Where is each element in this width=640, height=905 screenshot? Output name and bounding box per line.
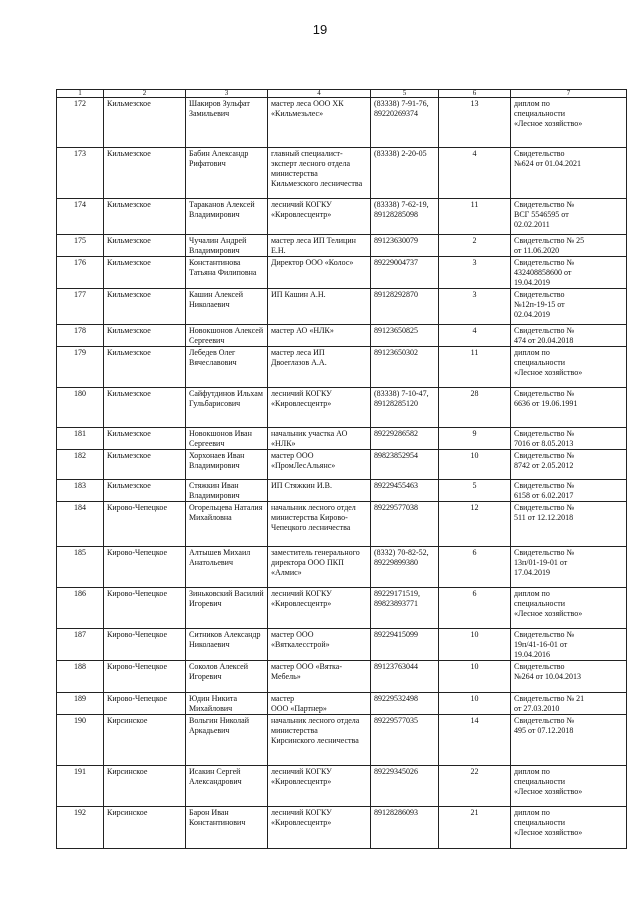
col-phone-cell: 89123630079 <box>371 235 439 257</box>
col-position-cell: ИП Стяжкин И.В. <box>268 480 371 502</box>
header-row <box>57 90 627 98</box>
col-phone-cell: 89123650302 <box>371 347 439 388</box>
col-position-cell: главный специалист- эксперт лесного отдела министерства Кильмезского лесничества <box>268 148 371 199</box>
col-number-cell: 191 <box>57 766 104 807</box>
col-experience-cell: 3 <box>439 257 511 289</box>
col-phone-cell: 89229415099 <box>371 629 439 661</box>
col-number-cell: 174 <box>57 199 104 235</box>
col-document-cell: Свидетельство № 6158 от 6.02.2017 <box>511 480 627 502</box>
col-phone-cell: 89123763044 <box>371 661 439 693</box>
col-experience-cell: 14 <box>439 715 511 766</box>
col-position-cell: мастер АО «НЛК» <box>268 325 371 347</box>
col-number-cell: 172 <box>57 98 104 148</box>
table-row <box>57 289 627 325</box>
col-forestry-cell: Кирово-Чепецкое <box>104 588 186 629</box>
col-phone-cell: (83338) 7-91-76, 89220269374 <box>371 98 439 148</box>
col-full-name-cell: Бабин Александр Рифатович <box>186 148 268 199</box>
col-experience-cell: 4 <box>439 325 511 347</box>
col-experience-cell: 3 <box>439 289 511 325</box>
page-number: 19 <box>312 22 328 37</box>
col-position-cell: мастер леса ООО ХК «Кильмезьлес» <box>268 98 371 148</box>
col-experience-cell: 11 <box>439 347 511 388</box>
col-number-cell: 186 <box>57 588 104 629</box>
col-experience-cell: 10 <box>439 629 511 661</box>
col-document-cell: Свидетельство № 6636 от 19.06.1991 <box>511 388 627 428</box>
col-forestry-cell: Кильмезское <box>104 235 186 257</box>
col-document-cell: Свидетельство №12п-19-15 от 02.04.2019 <box>511 289 627 325</box>
col-number-cell: 175 <box>57 235 104 257</box>
table-row <box>57 807 627 849</box>
col-forestry-cell: Кильмезское <box>104 388 186 428</box>
col-phone-cell: 89123650825 <box>371 325 439 347</box>
table-row <box>57 199 627 235</box>
col-number-cell: 183 <box>57 480 104 502</box>
col-phone-cell: 89229004737 <box>371 257 439 289</box>
col-number-cell: 181 <box>57 428 104 450</box>
col-full-name-cell: Хорхонаев Иван Владимирович <box>186 450 268 480</box>
col-position-cell: лесничий КОГКУ «Кировлесцентр» <box>268 807 371 849</box>
col-experience-cell: 12 <box>439 502 511 547</box>
col-experience-cell: 4 <box>439 148 511 199</box>
col-forestry-cell: Кирсинское <box>104 766 186 807</box>
col-position-cell: мастер ООО «Вятка- Мебель» <box>268 661 371 693</box>
col-phone-cell: 89823852954 <box>371 450 439 480</box>
col-phone-cell: 89229532498 <box>371 693 439 715</box>
col-number-cell: 189 <box>57 693 104 715</box>
col-number-cell: 190 <box>57 715 104 766</box>
col-document-cell: Свидетельство № 13п/01-19-01 от 17.04.2019 <box>511 547 627 588</box>
col-full-name-cell: Кашин Алексей Николаевич <box>186 289 268 325</box>
col-position-cell: Директор ООО «Колос» <box>268 257 371 289</box>
col-position-cell: мастер ООО «Партнер» <box>268 693 371 715</box>
table-row <box>57 629 627 661</box>
col-experience-cell: 22 <box>439 766 511 807</box>
col-number-cell: 188 <box>57 661 104 693</box>
col-forestry-cell: Кильмезское <box>104 325 186 347</box>
col-full-name-cell: Лебедев Олег Вячеславович <box>186 347 268 388</box>
col-document-cell: Свидетельство № 19п/41-16-01 от 19.04.2016 <box>511 629 627 661</box>
col-experience-cell: 9 <box>439 428 511 450</box>
table-row <box>57 502 627 547</box>
col-number-cell: 173 <box>57 148 104 199</box>
col-phone-cell: 89229577038 <box>371 502 439 547</box>
col-experience-cell: 6 <box>439 547 511 588</box>
table-row <box>57 588 627 629</box>
col-forestry-cell: Кильмезское <box>104 199 186 235</box>
header-col-forestry: 2 <box>104 90 186 98</box>
col-document-cell: диплом по специальности «Лесное хозяйство» <box>511 588 627 629</box>
col-full-name-cell: Новокшонов Алексей Сергеевич <box>186 325 268 347</box>
col-position-cell: лесничий КОГКУ «Кировлесцентр» <box>268 388 371 428</box>
col-position-cell: ИП Кашин А.Н. <box>268 289 371 325</box>
header-col-experience: 6 <box>439 90 511 98</box>
col-full-name-cell: Огорельцева Наталия Михайловна <box>186 502 268 547</box>
table-row <box>57 235 627 257</box>
col-document-cell: Свидетельство №264 от 10.04.2013 <box>511 661 627 693</box>
col-forestry-cell: Кирово-Чепецкое <box>104 502 186 547</box>
col-forestry-cell: Кирсинское <box>104 807 186 849</box>
col-forestry-cell: Кильмезское <box>104 428 186 450</box>
table-row <box>57 98 627 148</box>
col-position-cell: заместитель генерального директора ООО ПКП «Алмис» <box>268 547 371 588</box>
header-col-document: 7 <box>511 90 627 98</box>
col-document-cell: диплом по специальности «Лесное хозяйство» <box>511 766 627 807</box>
col-experience-cell: 11 <box>439 199 511 235</box>
col-position-cell: мастер ООО «ПромЛесАльянс» <box>268 450 371 480</box>
col-full-name-cell: Сайфутдинов Ильхам Гульбарисович <box>186 388 268 428</box>
col-experience-cell: 10 <box>439 450 511 480</box>
col-position-cell: мастер леса ИП Телицин Е.Н. <box>268 235 371 257</box>
col-forestry-cell: Кильмезское <box>104 480 186 502</box>
table-row <box>57 325 627 347</box>
col-forestry-cell: Кирсинское <box>104 715 186 766</box>
col-phone-cell: 89229286582 <box>371 428 439 450</box>
col-document-cell: Свидетельство № 8742 от 2.05.2012 <box>511 450 627 480</box>
col-document-cell: диплом по специальности «Лесное хозяйство» <box>511 807 627 849</box>
table-row <box>57 715 627 766</box>
col-position-cell: начальник лесного отдела министерства Кирсинского лесничества <box>268 715 371 766</box>
col-number-cell: 179 <box>57 347 104 388</box>
col-phone-cell: 89229577035 <box>371 715 439 766</box>
col-number-cell: 176 <box>57 257 104 289</box>
table-row <box>57 480 627 502</box>
table-row <box>57 428 627 450</box>
col-full-name-cell: Стяжкин Иван Владимирович <box>186 480 268 502</box>
col-position-cell: лесничий КОГКУ «Кировлесцентр» <box>268 766 371 807</box>
col-position-cell: лесничий КОГКУ «Кировлесцентр» <box>268 588 371 629</box>
col-full-name-cell: Ситников Александр Николаевич <box>186 629 268 661</box>
col-experience-cell: 21 <box>439 807 511 849</box>
col-phone-cell: (8332) 70-82-52, 89229899380 <box>371 547 439 588</box>
col-number-cell: 177 <box>57 289 104 325</box>
col-experience-cell: 6 <box>439 588 511 629</box>
col-forestry-cell: Кирово-Чепецкое <box>104 547 186 588</box>
col-phone-cell: (83338) 2-20-05 <box>371 148 439 199</box>
col-phone-cell: 89128286093 <box>371 807 439 849</box>
header-col-phone: 5 <box>371 90 439 98</box>
col-document-cell: диплом по специальности «Лесное хозяйство» <box>511 98 627 148</box>
col-phone-cell: (83338) 7-10-47, 89128285120 <box>371 388 439 428</box>
table-row <box>57 148 627 199</box>
table-row <box>57 661 627 693</box>
table-row <box>57 450 627 480</box>
col-forestry-cell: Кильмезское <box>104 98 186 148</box>
col-forestry-cell: Кирово-Чепецкое <box>104 693 186 715</box>
table-row <box>57 257 627 289</box>
col-position-cell: мастер ООО «Вяткалесстрой» <box>268 629 371 661</box>
col-phone-cell: 89229171519, 89823893771 <box>371 588 439 629</box>
col-full-name-cell: Зиньковский Василий Игоревич <box>186 588 268 629</box>
table-row <box>57 766 627 807</box>
col-document-cell: Свидетельство №624 от 01.04.2021 <box>511 148 627 199</box>
col-experience-cell: 5 <box>439 480 511 502</box>
col-full-name-cell: Шакиров Зульфат Замильевич <box>186 98 268 148</box>
col-phone-cell: (83338) 7-62-19, 89128285098 <box>371 199 439 235</box>
col-forestry-cell: Кильмезское <box>104 257 186 289</box>
col-position-cell: мастер леса ИП Двоеглазов А.А. <box>268 347 371 388</box>
registry-table <box>56 89 627 849</box>
col-phone-cell: 89229345026 <box>371 766 439 807</box>
col-document-cell: Свидетельство № 25 от 11.06.2020 <box>511 235 627 257</box>
col-experience-cell: 10 <box>439 661 511 693</box>
col-experience-cell: 28 <box>439 388 511 428</box>
col-experience-cell: 2 <box>439 235 511 257</box>
col-number-cell: 182 <box>57 450 104 480</box>
col-full-name-cell: Юдин Никита Михайлович <box>186 693 268 715</box>
col-document-cell: Свидетельство № ВСГ 5546595 от 02.02.2011 <box>511 199 627 235</box>
col-forestry-cell: Кирово-Чепецкое <box>104 661 186 693</box>
header-col-full-name: 3 <box>186 90 268 98</box>
col-number-cell: 192 <box>57 807 104 849</box>
col-document-cell: Свидетельство № 511 от 12.12.2018 <box>511 502 627 547</box>
col-forestry-cell: Кильмезское <box>104 148 186 199</box>
col-full-name-cell: Исакин Сергей Александрович <box>186 766 268 807</box>
col-position-cell: лесничий КОГКУ «Кировлесцентр» <box>268 199 371 235</box>
col-forestry-cell: Кильмезское <box>104 347 186 388</box>
table-row <box>57 693 627 715</box>
header-col-number: 1 <box>57 90 104 98</box>
col-experience-cell: 10 <box>439 693 511 715</box>
col-number-cell: 185 <box>57 547 104 588</box>
table-row <box>57 388 627 428</box>
col-document-cell: Свидетельство № 7016 от 8.05.2013 <box>511 428 627 450</box>
col-number-cell: 187 <box>57 629 104 661</box>
col-full-name-cell: Чучалин Андрей Владимирович <box>186 235 268 257</box>
col-full-name-cell: Новокшонов Иван Сергеевич <box>186 428 268 450</box>
col-experience-cell: 13 <box>439 98 511 148</box>
col-position-cell: начальник участка АО «НЛК» <box>268 428 371 450</box>
col-forestry-cell: Кирово-Чепецкое <box>104 629 186 661</box>
table-row <box>57 347 627 388</box>
col-forestry-cell: Кильмезское <box>104 289 186 325</box>
col-document-cell: Свидетельство № 474 от 20.04.2018 <box>511 325 627 347</box>
table-body <box>57 98 627 849</box>
col-position-cell: начальник лесного отдел министерства Кирово- Чепецкого лесничества <box>268 502 371 547</box>
col-phone-cell: 89229455463 <box>371 480 439 502</box>
table-row <box>57 547 627 588</box>
col-full-name-cell: Алтышев Михаил Анатольевич <box>186 547 268 588</box>
col-number-cell: 178 <box>57 325 104 347</box>
col-forestry-cell: Кильмезское <box>104 450 186 480</box>
header-col-position: 4 <box>268 90 371 98</box>
col-number-cell: 184 <box>57 502 104 547</box>
col-document-cell: Свидетельство № 432408858600 от 19.04.2019 <box>511 257 627 289</box>
col-document-cell: диплом по специальности «Лесное хозяйство» <box>511 347 627 388</box>
col-document-cell: Свидетельство № 495 от 07.12.2018 <box>511 715 627 766</box>
col-full-name-cell: Вольгин Николай Аркадьевич <box>186 715 268 766</box>
col-document-cell: Свидетельство № 21 от 27.03.2010 <box>511 693 627 715</box>
col-full-name-cell: Барон Иван Константинович <box>186 807 268 849</box>
col-phone-cell: 89128292870 <box>371 289 439 325</box>
col-full-name-cell: Соколов Алексей Игоревич <box>186 661 268 693</box>
col-full-name-cell: Константинова Татьяна Филиповна <box>186 257 268 289</box>
col-number-cell: 180 <box>57 388 104 428</box>
col-full-name-cell: Тараканов Алексей Владимирович <box>186 199 268 235</box>
